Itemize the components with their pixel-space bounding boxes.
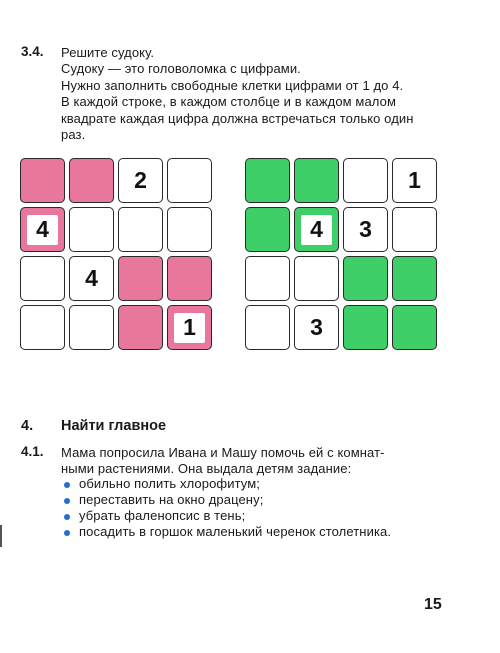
section-number: 4. [21,418,34,434]
right-sudoku-cell-r4c4 [392,305,437,350]
cell-digit: 4 [76,264,107,294]
cell-digit: 2 [125,166,156,196]
left-sudoku-cell-r3c2 [69,256,114,301]
right-sudoku-cell-r2c4 [392,207,437,252]
task-text-line: Мама попросила Ивана и Машу помочь ей с комнат- [61,445,385,460]
cell-digit: 4 [27,215,58,245]
right-sudoku-cell-r3c4 [392,256,437,301]
left-sudoku-cell-r1c2 [69,158,114,203]
left-sudoku-cell-r2c1 [20,207,65,252]
task-text-line: В каждой строке, в каждом столбце и в каждом малом [61,94,397,109]
cell-digit: 1 [174,313,205,343]
cell-digit: 1 [399,166,430,196]
left-sudoku-cell-r4c1 [20,305,65,350]
bullet-item: обильно полить хлорофитум; [79,476,260,491]
bullet-item: переставить на окно драцену; [79,492,264,507]
right-sudoku-cell-r1c4 [392,158,437,203]
left-sudoku-cell-r3c4 [167,256,212,301]
left-sudoku-cell-r1c4 [167,158,212,203]
sudoku-grid-right [245,158,441,354]
left-sudoku-cell-r3c1 [20,256,65,301]
cell-digit: 3 [301,313,332,343]
right-sudoku-cell-r4c1 [245,305,290,350]
right-sudoku-cell-r3c1 [245,256,290,301]
task-text-line: Решите судоку. [61,45,155,60]
right-sudoku-cell-r1c3 [343,158,388,203]
left-sudoku-cell-r1c3 [118,158,163,203]
left-sudoku-cell-r1c1 [20,158,65,203]
right-sudoku-cell-r3c3 [343,256,388,301]
right-sudoku-cell-r2c1 [245,207,290,252]
right-sudoku-cell-r3c2 [294,256,339,301]
cell-digit: 4 [301,215,332,245]
right-sudoku-cell-r4c2 [294,305,339,350]
left-sudoku-cell-r3c3 [118,256,163,301]
task-number: 4.1. [21,444,44,459]
left-sudoku-cell-r4c2 [69,305,114,350]
left-sudoku-cell-r2c3 [118,207,163,252]
task-text-line: Нужно заполнить свободные клетки цифрами от 1 до 4. [61,78,404,93]
cell-digit: 3 [350,215,381,245]
right-sudoku-cell-r4c3 [343,305,388,350]
task-text-line: Судоку — это головоломка с цифрами. [61,61,301,76]
sudoku-grid-left [20,158,216,354]
task-number: 3.4. [21,44,44,59]
left-sudoku-cell-r2c2 [69,207,114,252]
bullet-icon [64,482,70,488]
right-sudoku-cell-r1c1 [245,158,290,203]
right-sudoku-cell-r2c3 [343,207,388,252]
left-sudoku-cell-r2c4 [167,207,212,252]
bullet-item: посадить в горшок маленький черенок столетника. [79,524,392,539]
page-number: 15 [424,596,442,613]
task-text-line: ными растениями. Она выдала детям задание: [61,461,352,476]
bullet-icon [64,514,70,520]
right-sudoku-cell-r2c2 [294,207,339,252]
page-edge-mark [0,525,2,547]
left-sudoku-cell-r4c4 [167,305,212,350]
bullet-item: убрать фаленопсис в тень; [79,508,246,523]
section-title: Найти главное [61,418,167,434]
bullet-icon [64,530,70,536]
left-sudoku-cell-r4c3 [118,305,163,350]
bullet-icon [64,498,70,504]
right-sudoku-cell-r1c2 [294,158,339,203]
task-text-line: раз. [61,127,86,142]
task-text-line: квадрате каждая цифра должна встречаться только один [61,111,414,126]
